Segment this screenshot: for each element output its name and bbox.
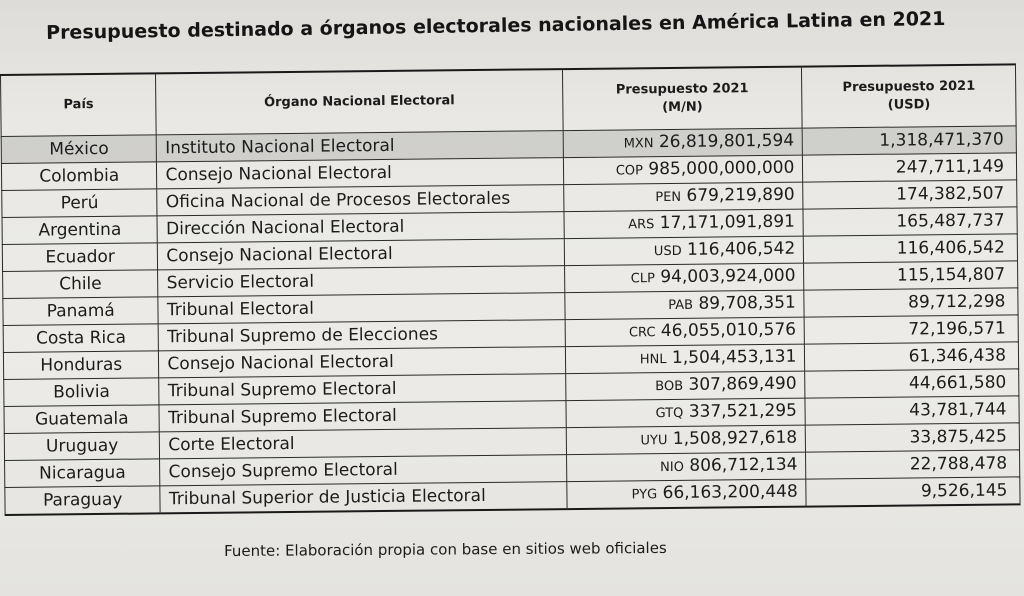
header-row: [1, 64, 1017, 136]
cell-organ: Consejo Nacional Electoral: [158, 239, 564, 270]
cell-amount-mn: 679,219,890: [686, 184, 795, 206]
cell-amount-mn: 985,000,000,000: [648, 157, 795, 180]
cell-budget-mn: [565, 344, 805, 374]
cell-amount-mn: 26,819,801,594: [658, 130, 795, 153]
table-title: Presupuesto destinado a órganos electorales nacionales en América Latina en 2021: [46, 7, 946, 44]
cell-organ: Dirección Nacional Electoral: [157, 212, 563, 243]
cell-currency: NIO: [660, 459, 685, 476]
cell-country: Uruguay: [4, 432, 160, 461]
cell-budget-usd: 1,318,471,370: [802, 126, 1016, 155]
cell-organ: Tribunal Supremo Electoral: [159, 401, 565, 432]
budget-table: [0, 63, 1021, 516]
cell-organ: Oficina Nacional de Procesos Electorales: [157, 185, 563, 216]
cell-currency: GTQ: [655, 405, 684, 422]
cell-currency: UYU: [640, 433, 668, 449]
cell-amount-mn: 46,055,010,576: [660, 319, 797, 342]
cell-budget-usd: 61,346,438: [805, 342, 1019, 371]
cell-organ: Instituto Nacional Electoral: [157, 131, 563, 162]
cell-country: Argentina: [2, 216, 158, 245]
cell-currency: PAB: [668, 297, 694, 314]
cell-country: México: [1, 135, 157, 164]
cell-budget-usd: 115,154,807: [804, 261, 1018, 290]
cell-organ: Tribunal Superior de Justicia Electoral: [160, 482, 566, 514]
cell-budget-mn: [564, 290, 804, 320]
source-note: Fuente: Elaboración propia con base en sitios web oficiales: [224, 538, 667, 560]
header-budget-mn: [562, 67, 802, 131]
cell-country: Perú: [2, 189, 158, 218]
header-country: País: [1, 73, 157, 136]
cell-country: Guatemala: [4, 405, 160, 434]
cell-amount-mn: 337,521,295: [688, 400, 798, 422]
cell-amount-mn: 89,708,351: [698, 292, 796, 314]
cell-organ: Consejo Nacional Electoral: [157, 158, 563, 189]
cell-budget-usd: 116,406,542: [804, 234, 1018, 263]
cell-budget-mn: [564, 236, 804, 266]
cell-budget-usd: 44,661,580: [805, 369, 1019, 398]
cell-amount-mn: 806,712,134: [689, 454, 798, 476]
cell-country: Bolivia: [4, 378, 160, 407]
cell-currency: MXN: [623, 136, 654, 152]
cell-currency: PEN: [655, 189, 682, 206]
cell-amount-mn: 116,406,542: [686, 238, 796, 260]
cell-budget-mn: [563, 128, 803, 158]
cell-country: Costa Rica: [3, 324, 159, 353]
cell-country: Chile: [3, 270, 159, 299]
cell-budget-mn: [564, 209, 804, 239]
cell-amount-mn: 1,504,453,131: [671, 346, 797, 368]
header-organ: Órgano Nacional Electoral: [156, 69, 563, 135]
cell-budget-usd: 22,788,478: [806, 450, 1020, 479]
cell-country: Panamá: [3, 297, 159, 326]
header-budget-usd: [802, 64, 1016, 128]
cell-budget-mn: [563, 182, 803, 212]
cell-budget-usd: 89,712,298: [804, 288, 1018, 317]
cell-budget-mn: [566, 425, 806, 455]
cell-budget-mn: [566, 398, 806, 428]
cell-organ: Consejo Nacional Electoral: [159, 347, 565, 378]
cell-budget-usd: 43,781,744: [805, 396, 1019, 425]
header-budget-mn-line2: (M/N): [662, 99, 703, 116]
cell-organ: Tribunal Supremo de Elecciones: [159, 320, 565, 351]
budget-table-wrapper: [0, 63, 1021, 516]
cell-budget-usd: 174,382,507: [803, 180, 1017, 209]
header-budget-mn-line1: Presupuesto 2021: [615, 81, 749, 98]
cell-currency: BOB: [655, 378, 684, 395]
table-body: [1, 126, 1020, 515]
cell-country: Paraguay: [5, 486, 161, 515]
cell-currency: CRC: [628, 325, 656, 341]
cell-currency: COP: [615, 163, 644, 179]
cell-country: Honduras: [3, 351, 159, 380]
cell-budget-mn: [565, 317, 805, 347]
cell-currency: CLP: [630, 271, 656, 287]
table-header: [1, 64, 1017, 136]
cell-budget-usd: 247,711,149: [803, 153, 1017, 182]
cell-country: Colombia: [1, 162, 157, 191]
cell-currency: ARS: [628, 217, 655, 233]
cell-amount-mn: 17,171,091,891: [659, 211, 796, 234]
cell-currency: USD: [653, 243, 682, 260]
cell-organ: Servicio Electoral: [158, 266, 564, 297]
cell-budget-usd: 33,875,425: [806, 423, 1020, 452]
cell-budget-mn: [566, 479, 806, 509]
cell-budget-mn: [563, 155, 803, 185]
cell-amount-mn: 1,508,927,618: [672, 427, 798, 449]
cell-budget-mn: [564, 263, 804, 293]
cell-currency: PYG: [631, 487, 658, 503]
cell-amount-mn: 307,869,490: [688, 373, 797, 395]
cell-organ: Tribunal Electoral: [158, 293, 564, 324]
cell-currency: HNL: [639, 352, 667, 368]
cell-amount-mn: 66,163,200,448: [662, 481, 798, 504]
cell-organ: Consejo Supremo Electoral: [160, 455, 566, 486]
cell-budget-usd: 165,487,737: [803, 207, 1017, 236]
cell-amount-mn: 94,003,924,000: [660, 265, 796, 288]
cell-budget-mn: [566, 452, 806, 482]
cell-country: Nicaragua: [5, 459, 161, 488]
cell-budget-usd: 9,526,145: [806, 477, 1020, 507]
cell-organ: Corte Electoral: [160, 428, 566, 459]
cell-country: Ecuador: [2, 243, 158, 272]
header-budget-usd-line1: Presupuesto 2021: [842, 78, 976, 96]
cell-budget-usd: 72,196,571: [804, 315, 1018, 344]
cell-budget-mn: [565, 371, 805, 401]
cell-organ: Tribunal Supremo Electoral: [159, 374, 565, 405]
header-budget-usd-line2: (USD): [887, 97, 931, 113]
